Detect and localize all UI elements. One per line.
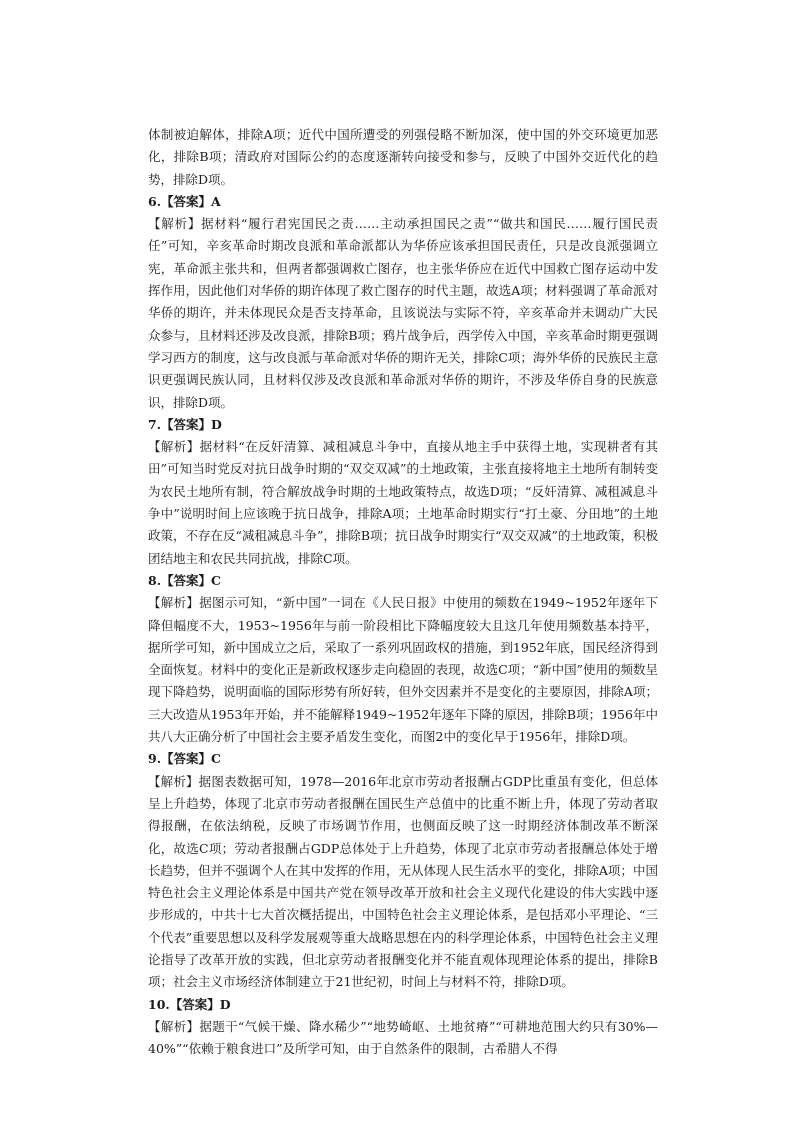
analysis-6: 【解析】据材料“履行君宪国民之责……主动承担国民之责”“做共和国民……履行国民责任”可知，辛亥革命时期改良派和革命派都认为华侨应该承担国民责任，只是改良派强调立宪，革命派主张共和，但两者都强调救亡图存，也主张华侨应在近代中国救亡图存运动中发挥作用，因此他们对华侨的期许体现了救亡图存的时代主题，故选A项；材料强调了革命派对华侨的期许，并未体现民众是否支持革命，且该说法与实际不符，辛亥革命并未调动广大民众参与，且材料还涉及改良派，排除B项；鸦片战争后，西学传入中国，辛亥革命时期更强调学习西方的制度，这与改良派与革命派对华侨的期许无关，排除C项；海外华侨的民族民主意识更强调民族认同，且材料仅涉及改良派和革命派对华侨的期许，不涉及华侨自身的民族意识，排除D项。 — [148, 216, 658, 410]
analysis-8: 【解析】据图示可知，“新中国”一词在《人民日报》中使用的频数在1949~1952年逐年下降但幅度不大，1953~1956年与前一阶段相比下降幅度较大且这几年使用频数基本持平，据所学可知，新中国成立之后，采取了一系列巩固政权的措施，到1952年底，国民经济得到全面恢复。材料中的变化正是新政权逐步走向稳固的表现，故选C项；“新中国”使用的频数呈现下降趋势，说明面临的国际形势有所好转，但外交因素并不是变化的主要原因，排除A项；三大改造从1953年开始，并不能解释1949~1952年逐年下降的原因，排除B项；1956年中共八大正确分析了中国社会主要矛盾发生变化，而图2中的变化早于1956年，排除D项。 — [148, 595, 658, 745]
analysis-10: 【解析】据题干“气候干燥、降水稀少”“地势崎岖、土地贫瘠”“可耕地范围大约只有30%—40%”“依赖于粮食进口”及所学可知，由于自然条件的限制，古希腊人不得 — [148, 1018, 658, 1057]
analysis-9: 【解析】据图表数据可知，1978—2016年北京市劳动者报酬占GDP比重虽有变化，但总体呈上升趋势，体现了北京市劳动者报酬在国民生产总值中的比重不断上升，体现了劳动者取得报酬，在依法纳税，反映了市场调节作用，也侧面反映了这一时期经济体制改革不断深化，故选C项；劳动者报酬占GDP总体处于上升趋势，体现了北京市劳动者报酬总体处于增长趋势，但并不强调个人在其中发挥的作用，无从体现人民生活水平的变化，排除A项；中国特色社会主义理论体系是中国共产党在领导改革开放和社会主义现代化建设的伟大实践中逐步形成的，中共十七大首次概括提出，中国特色社会主义理论体系，是包括邓小平理论、“三个代表”重要思想以及科学发展观等重大战略思想在内的科学理论体系，中国特色社会主义理论指导了改革开放的实践，但北京劳动者报酬变化并不能直观体现理论体系的提出，排除B项；社会主义市场经济体制建立于21世纪初，时间上与材料不符，排除D项。 — [148, 773, 658, 990]
answer-7: 7.【答案】D — [148, 416, 222, 432]
paragraph-continuation: 体制被迫解体，排除A项；近代中国所遭受的列强侵略不断加深，使中国的外交环境更加恶化，排除B项；清政府对国际公约的态度逐渐转向接受和参与，反映了中国外交近代化的趋势，排除D项。 — [148, 127, 658, 187]
answer-10: 10.【答案】D — [148, 996, 231, 1012]
answer-9: 9.【答案】C — [148, 751, 221, 767]
document-page — [148, 124, 658, 1060]
answer-8: 8.【答案】C — [148, 572, 221, 588]
answer-6: 6.【答案】A — [148, 193, 221, 209]
analysis-7: 【解析】据材料“在反奸清算、减租减息斗争中，直接从地主手中获得土地，实现耕者有其田”可知当时党反对抗日战争时期的“双交双减”的土地政策，主张直接将地主土地所有制转变为农民土地所有制，符合解放战争时期的土地政策特点，故选D项；“反奸清算、减租减息斗争中”说明时间上应该晚于抗日战争，排除A项；土地革命时期实行“打土豪、分田地”的土地政策，不存在反“减租减息斗争”，排除B项；抗日战争时期实行“双交双减”的土地政策，积极团结地主和农民共同抗战，排除C项。 — [148, 439, 658, 566]
